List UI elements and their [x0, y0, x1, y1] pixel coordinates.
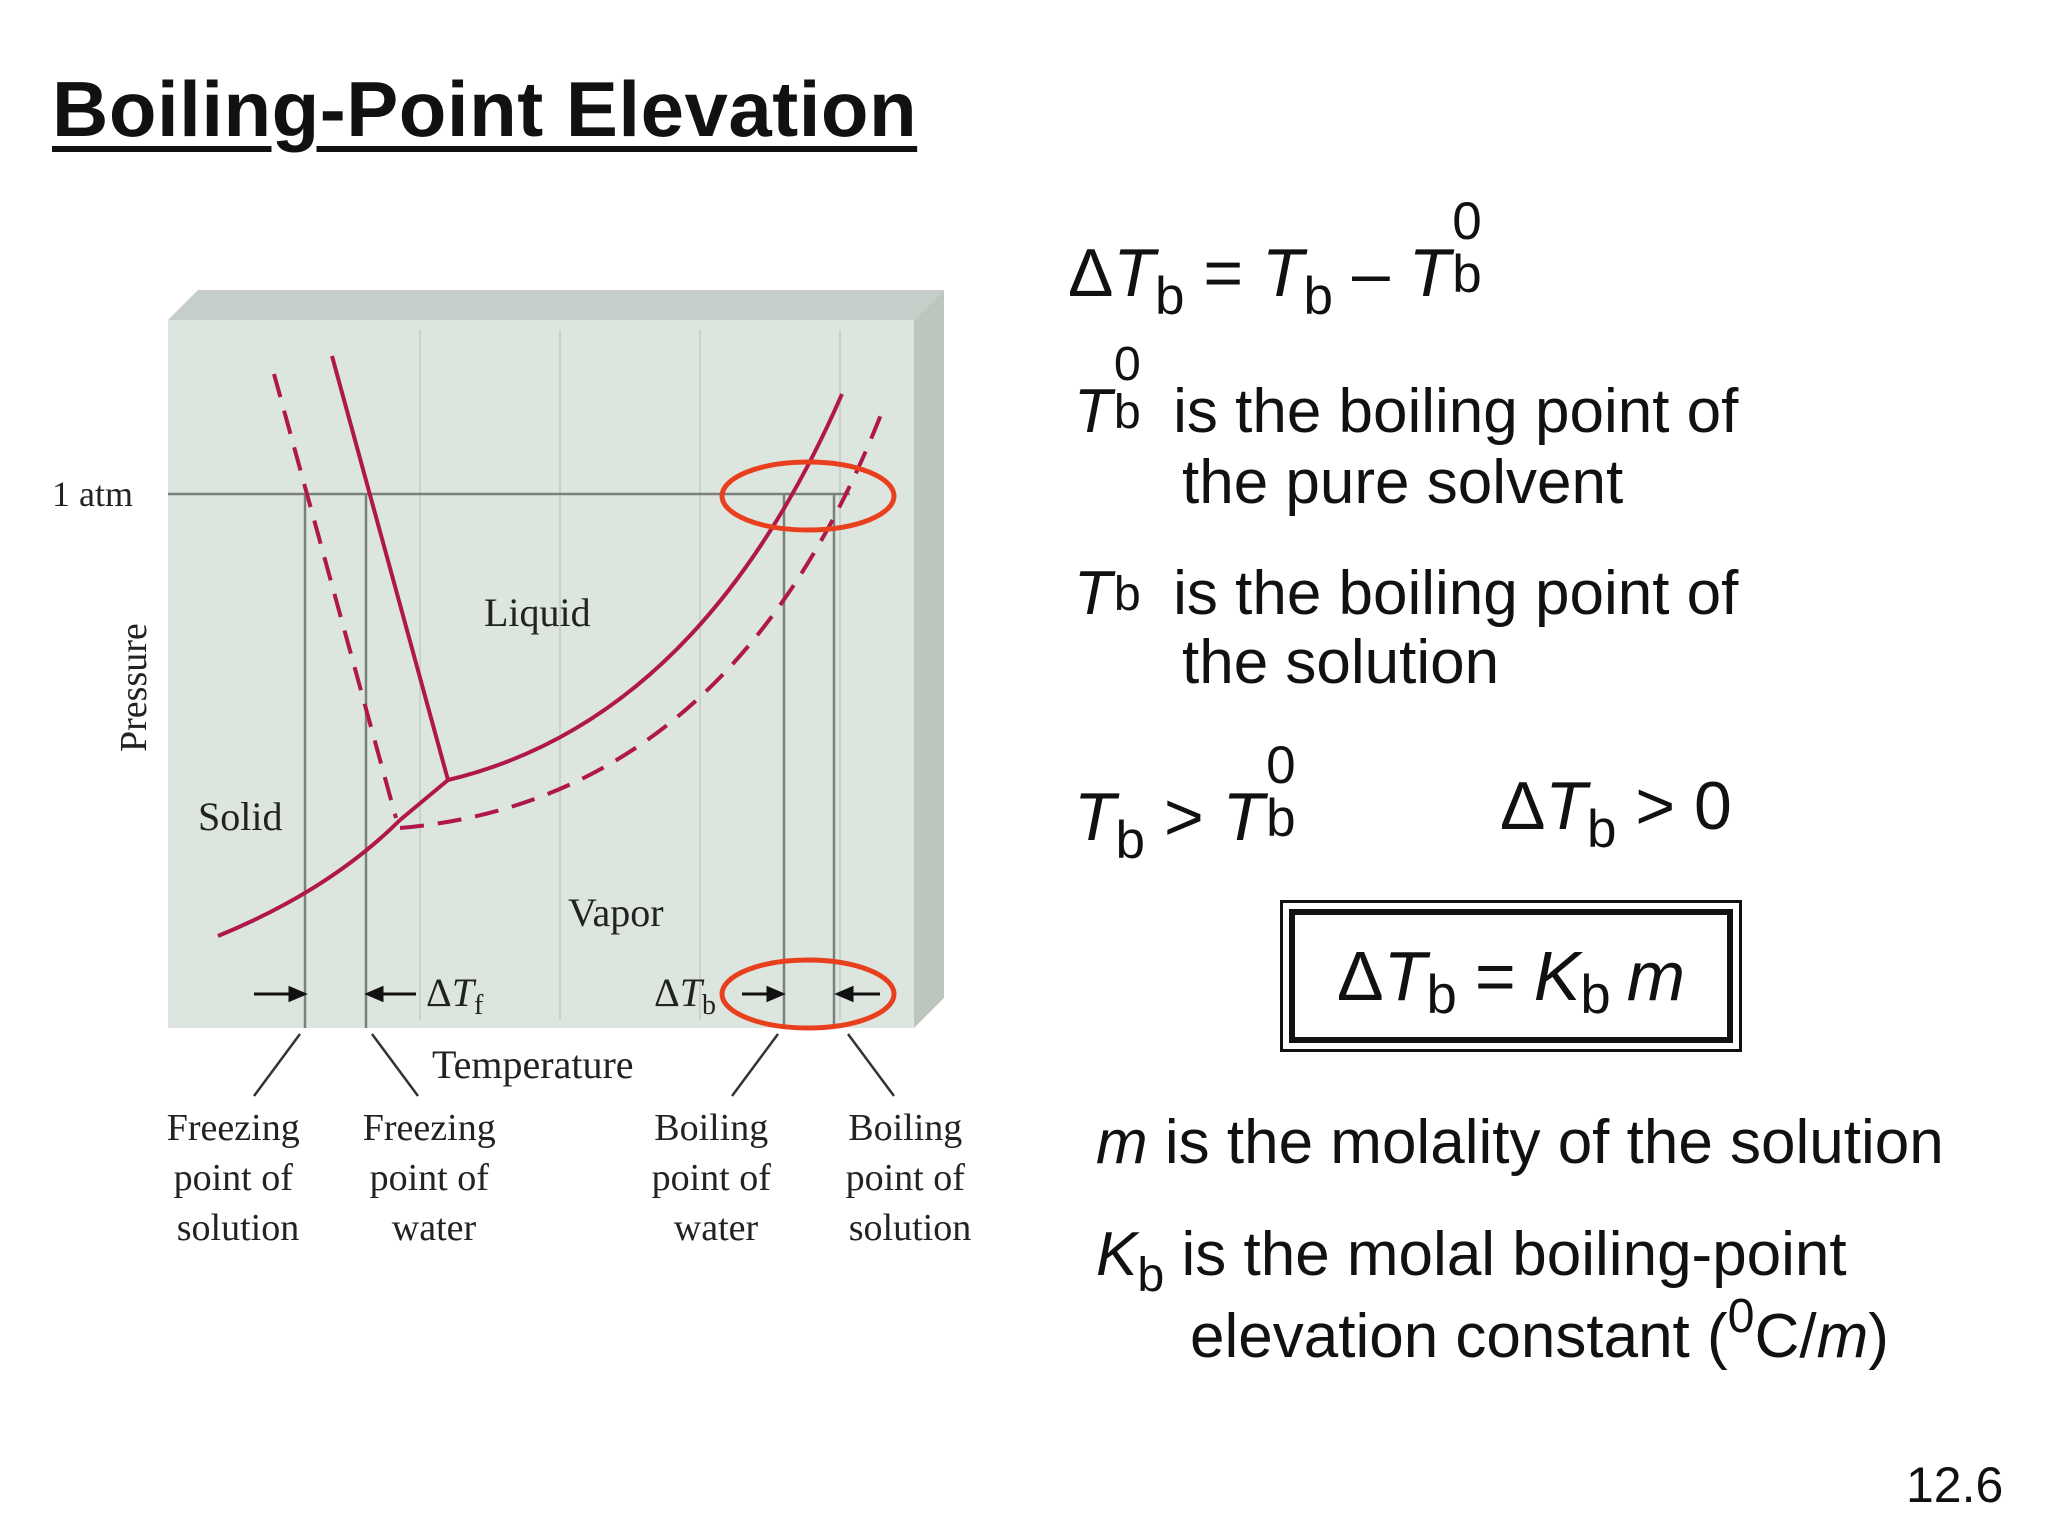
solid-label: Solid: [198, 794, 283, 839]
inequality-tb-greater: $T_b > T$ 0 b: [1074, 736, 1296, 871]
callout-fp-solution: Freezing point of solution: [166, 1107, 300, 1249]
delta-tf-label: $\Delta T_f$: [426, 970, 484, 1021]
panel-face: [168, 320, 914, 1028]
equation-delta-tb-definition: $\Delta T_b = T_b - T$ 0 b: [1068, 192, 1482, 327]
boxed-equation: Δ T b = K b m: [1280, 900, 1742, 1052]
callout-line-fp-water: [372, 1034, 418, 1096]
callout-line-bp-water: [732, 1034, 778, 1096]
callout-line-bp-solution: [848, 1034, 894, 1096]
definition-tb-line2: the solution: [1182, 628, 1500, 697]
definition-tb: T b is the boiling point of: [1074, 559, 1739, 628]
kb-definition-line2: elevation constant ($^0$C/m): [1190, 1288, 1889, 1371]
kb-definition: $K_b$ is the molal boiling-point: [1096, 1220, 1847, 1303]
definition-tb0: T 0 b is the boiling point of: [1074, 337, 1739, 446]
page-title: Boiling-Point Elevation: [52, 65, 918, 153]
callout-fp-water: Freezing point of water: [362, 1107, 496, 1249]
temperature-label: Temperature: [432, 1042, 634, 1087]
delta-symbol: Δ: [1068, 235, 1114, 311]
panel-side: [914, 290, 944, 1028]
page-number: 12.6: [1906, 1457, 2004, 1513]
inequality-delta-positive: $\Delta T_b > 0$: [1500, 768, 1732, 860]
definition-tb0-line2: the pure solvent: [1182, 448, 1624, 517]
callout-line-fp-solution: [254, 1034, 300, 1096]
callout-bp-solution: Boiling point of solution: [845, 1107, 972, 1249]
callout-bp-water: Boiling point of water: [651, 1107, 771, 1249]
pressure-label: Pressure: [113, 623, 155, 752]
panel-top-edge: [168, 290, 944, 320]
molality-definition: m is the molality of the solution: [1096, 1108, 1944, 1177]
phase-diagram: [0, 0, 1020, 1300]
liquid-label: Liquid: [484, 590, 591, 635]
atm-label: 1 atm: [52, 474, 133, 514]
delta-tb-label: $\Delta T_b$: [654, 970, 716, 1021]
vapor-label: Vapor: [568, 890, 664, 935]
